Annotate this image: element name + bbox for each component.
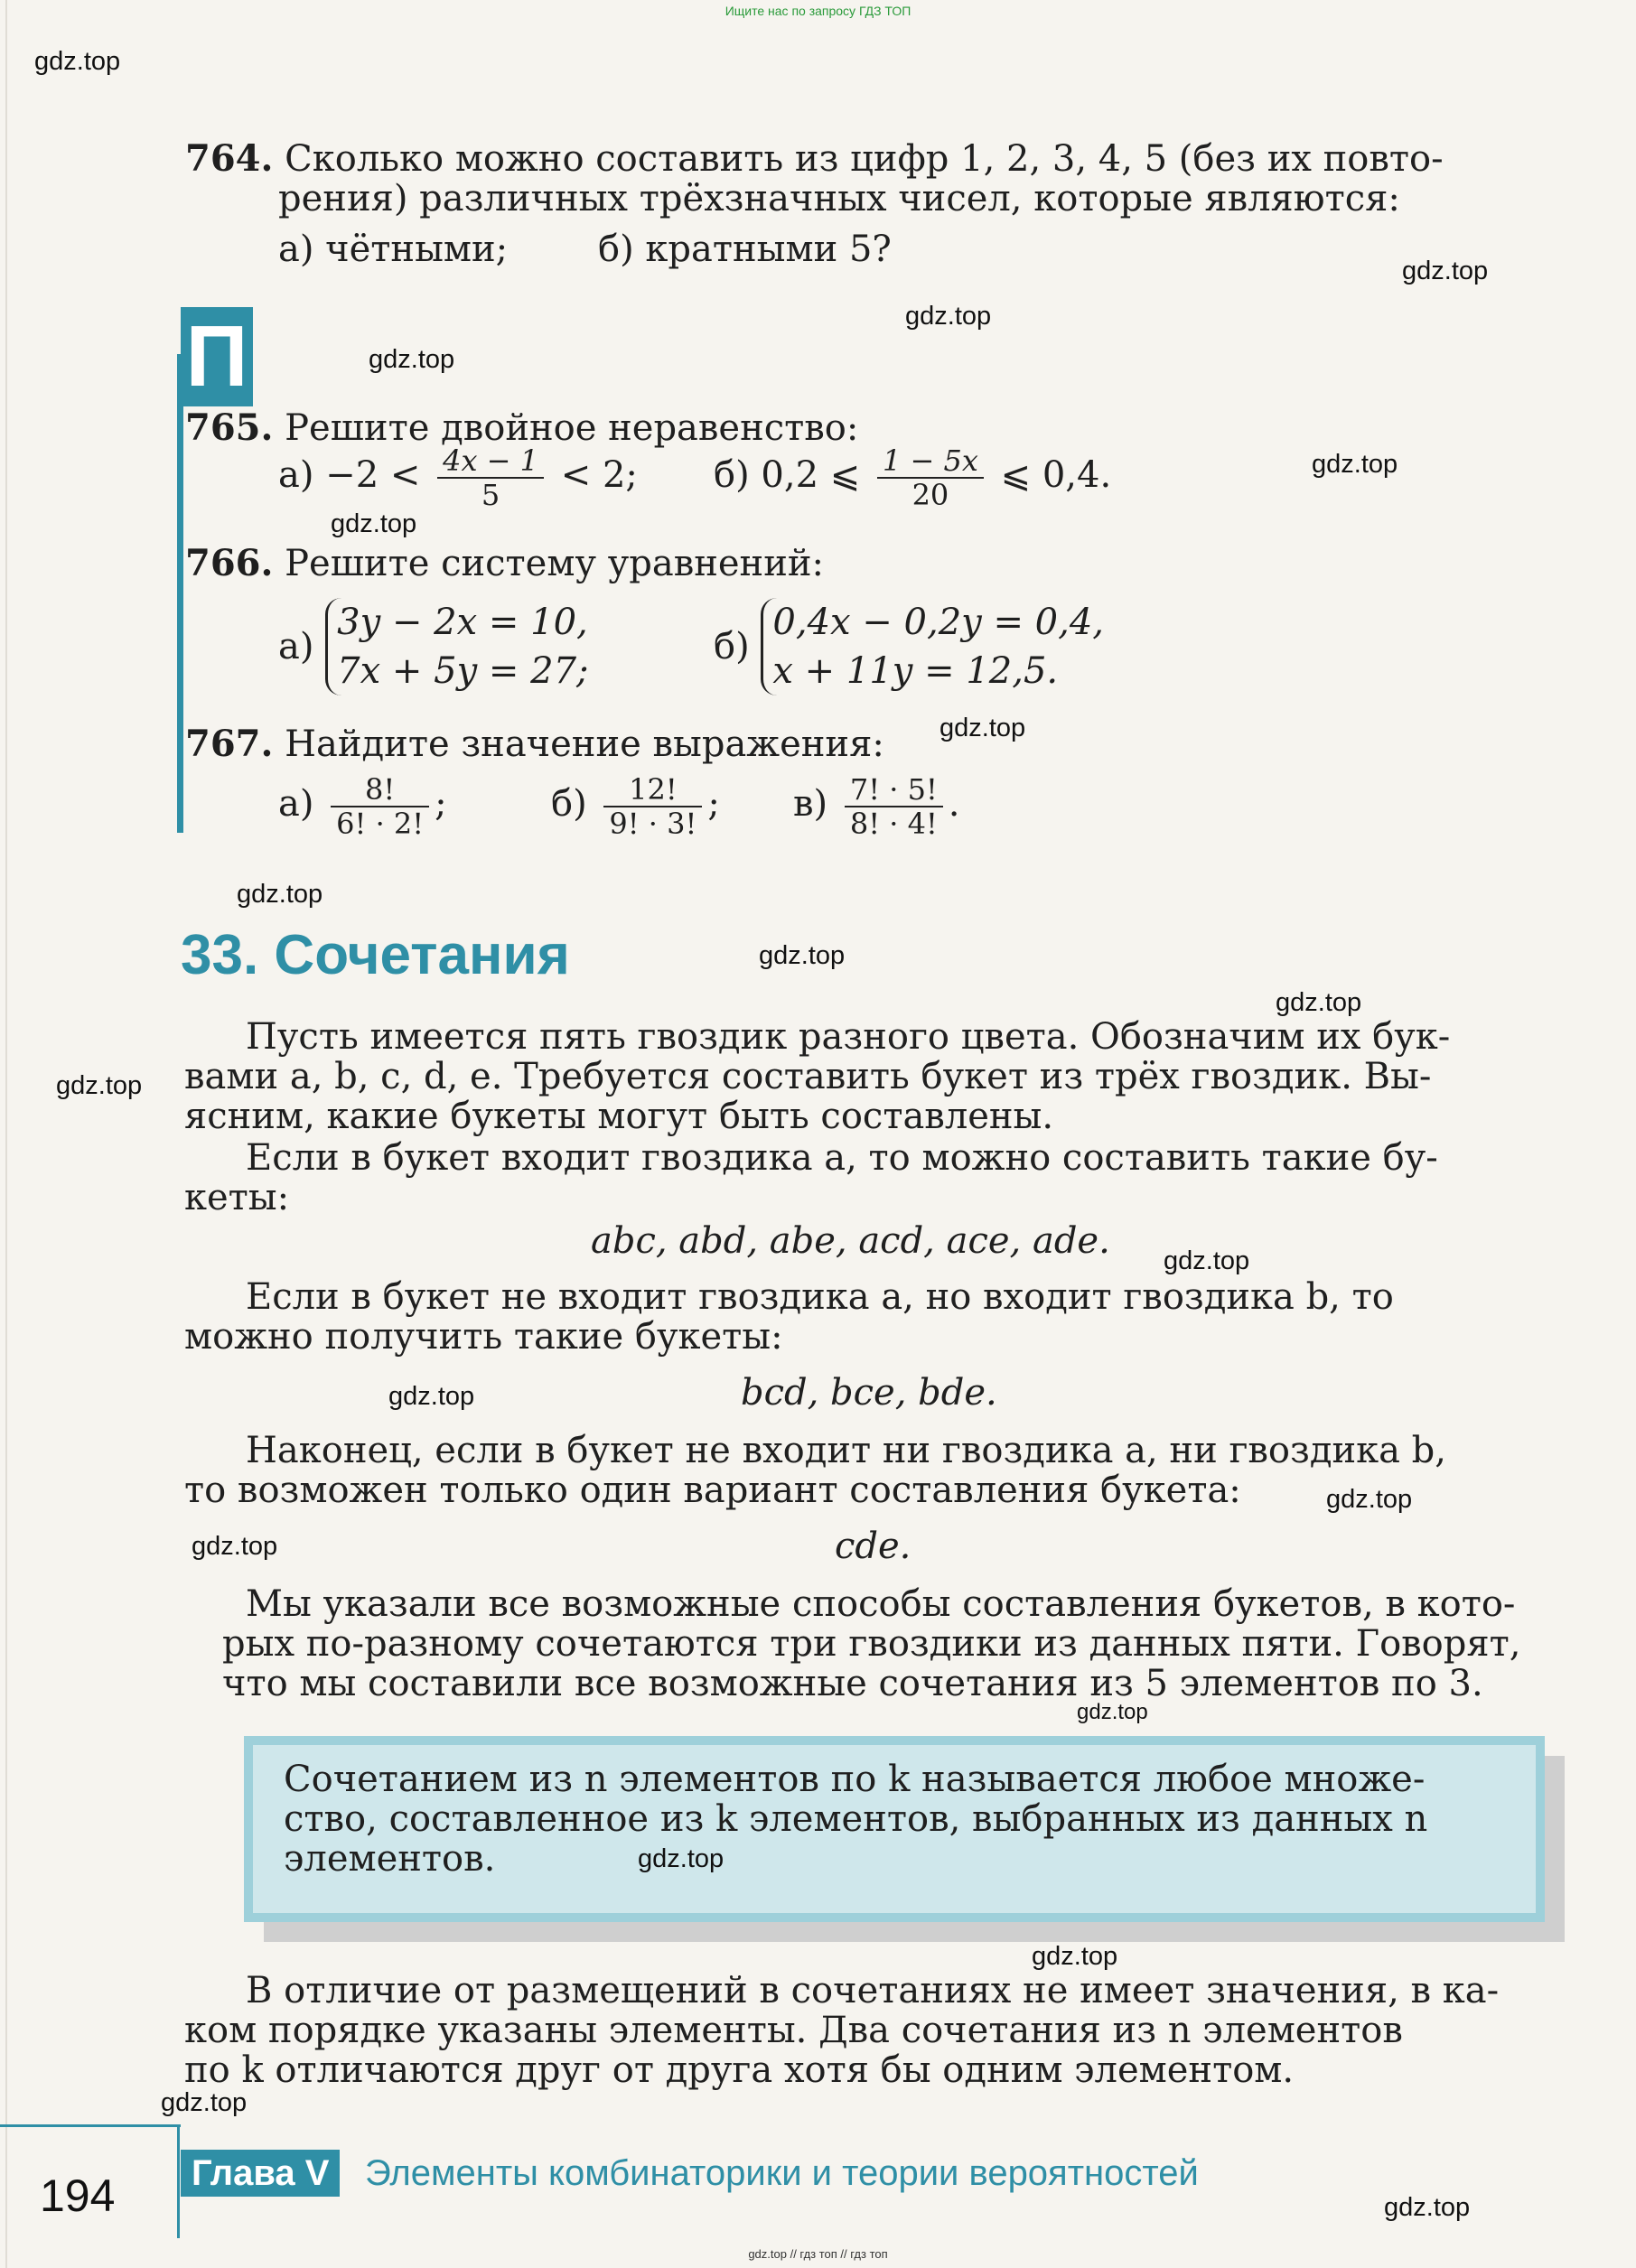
paragraph-6-line-1: В отличие от размещений в сочетаниях не имеет значения, в ка- <box>246 1970 1500 2011</box>
paragraph-2-line-1: Если в букет входит гвоздика a, то можно составить такие бу- <box>246 1137 1438 1179</box>
exercise-765-a: а) −2 < $\frac{4x - 1}{5}$ < 2; <box>278 443 638 512</box>
watermark: gdz.top <box>940 714 1026 742</box>
paragraph-5-line-1: Мы указали все возможные способы составления букетов, в кото- <box>246 1583 1516 1625</box>
exercise-765-title: 765. Решите двойное неравенство: <box>185 406 859 449</box>
fraction: $\frac{4x - 1}{5}$ <box>437 444 544 511</box>
paragraph-5-line-3: что мы составили все возможные сочетания из 5 элементов по 3. <box>222 1663 1483 1704</box>
formula-3: cde. <box>835 1526 911 1567</box>
exercise-767-c: в) $\frac{7! \cdot 5!}{8! \cdot 4!}$ . <box>793 772 960 841</box>
watermark: gdz.top <box>1276 988 1362 1017</box>
chapter-label: Глава V <box>181 2150 340 2197</box>
paragraph-4-line-1: Наконец, если в букет не входит ни гвоздика a, ни гвоздика b, <box>246 1430 1446 1471</box>
exercise-764-line1: 764. Сколько можно составить из цифр 1, 2, 3, 4, 5 (без их повто- <box>185 137 1444 180</box>
watermark: gdz.top <box>1402 257 1489 285</box>
paragraph-3-line-1: Если в букет не входит гвоздика a, но входит гвоздика b, то <box>246 1276 1394 1318</box>
section-mark-letter: П <box>185 308 248 405</box>
fraction: $\frac{8!}{6! \cdot 2!}$ <box>331 773 429 840</box>
watermark: gdz.top <box>638 1844 725 1873</box>
bottom-banner[interactable]: gdz.top // гдз топ // гдз топ <box>748 2247 888 2261</box>
exercise-765-number: 765. <box>185 406 274 449</box>
paragraph-6-line-2: ком порядке указаны элементы. Два сочетания из n элементов <box>184 2010 1403 2051</box>
formula-2: bcd, bce, bde. <box>741 1372 997 1414</box>
exercise-764-line2: рения) различных трёхзначных чисел, которые являются: <box>278 178 1400 219</box>
footer-vertical-rule <box>177 2124 180 2238</box>
fraction: $\frac{1 - 5x}{20}$ <box>877 444 984 511</box>
watermark: gdz.top <box>1164 1246 1250 1275</box>
watermark: gdz.top <box>905 302 992 331</box>
watermark: gdz.top <box>1032 1942 1118 1971</box>
watermark: gdz.top <box>1326 1485 1413 1514</box>
exercise-766-number: 766. <box>185 542 274 584</box>
paragraph-1-line-3: ясним, какие букеты могут быть составлены. <box>184 1096 1054 1137</box>
exercise-765-b: б) 0,2 ⩽ $\frac{1 - 5x}{20}$ ⩽ 0,4. <box>714 443 1112 512</box>
paragraph-3-line-2: можно получить такие букеты: <box>184 1316 783 1358</box>
exercise-766-a: а) 3y − 2x = 10, 7x + 5y = 27; <box>278 598 589 695</box>
top-banner[interactable]: Ищите нас по запросу ГДЗ ТОП <box>725 4 911 18</box>
watermark: gdz.top <box>1077 1700 1148 1724</box>
equation-system: 0,4x − 0,2y = 0,4, x + 11y = 12,5. <box>761 598 1104 695</box>
definition-line-2: ство, составленное из k элементов, выбранных из данных n <box>284 1798 1428 1840</box>
paragraph-5-line-2: рых по-разному сочетаются три гвоздики из данных пяти. Говорят, <box>222 1623 1521 1665</box>
exercise-766-title: 766. Решите систему уравнений: <box>185 542 825 584</box>
exercise-764-number: 764. <box>185 137 274 180</box>
watermark: gdz.top <box>237 880 323 909</box>
paragraph-6-line-3: по k отличаются друг от друга хотя бы одним элементом. <box>184 2049 1295 2091</box>
exercise-766-b: б) 0,4x − 0,2y = 0,4, x + 11y = 12,5. <box>714 598 1104 695</box>
paragraph-1-line-2: вами a, b, c, d, e. Требуется составить букет из трёх гвоздик. Вы- <box>184 1056 1432 1097</box>
exercise-764-option-b: б) кратными 5? <box>598 229 892 270</box>
paragraph-2-line-2: кеты: <box>184 1177 290 1218</box>
chapter-title: Элементы комбинаторики и теории вероятностей <box>365 2153 1199 2193</box>
fraction: $\frac{7! \cdot 5!}{8! \cdot 4!}$ <box>845 773 943 840</box>
exercise-767-title: 767. Найдите значение выражения: <box>185 723 884 765</box>
watermark: gdz.top <box>161 2088 248 2117</box>
exercise-767-number: 767. <box>185 723 274 765</box>
watermark: gdz.top <box>388 1382 475 1411</box>
fraction: $\frac{12!}{9! \cdot 3!}$ <box>603 773 702 840</box>
formula-1: abc, abd, abe, acd, ace, ade. <box>591 1220 1110 1262</box>
watermark: gdz.top <box>192 1532 278 1561</box>
watermark: gdz.top <box>34 47 121 76</box>
page-number: 194 <box>40 2170 116 2221</box>
section-title: 33. Сочетания <box>181 924 570 986</box>
exercise-767-b: б) $\frac{12!}{9! \cdot 3!}$ ; <box>551 772 720 841</box>
page-edge-line <box>5 0 7 2268</box>
watermark: gdz.top <box>331 509 417 538</box>
watermark: gdz.top <box>369 345 455 374</box>
paragraph-4-line-2: то возможен только один вариант составления букета: <box>184 1470 1241 1511</box>
exercise-767-a: а) $\frac{8!}{6! \cdot 2!}$ ; <box>278 772 447 841</box>
footer-rule <box>0 2124 181 2127</box>
definition-line-3: элементов. <box>284 1838 496 1880</box>
watermark: gdz.top <box>56 1071 143 1100</box>
equation-system: 3y − 2x = 10, 7x + 5y = 27; <box>325 598 588 695</box>
watermark: gdz.top <box>1312 450 1398 479</box>
watermark: gdz.top <box>1384 2193 1471 2222</box>
section-mark-icon <box>181 307 253 406</box>
watermark: gdz.top <box>759 941 846 970</box>
paragraph-1-line-1: Пусть имеется пять гвоздик разного цвета. Обозначим их бук- <box>246 1016 1451 1058</box>
definition-line-1: Сочетанием из n элементов по k называется любое множе- <box>284 1759 1426 1800</box>
exercise-764-option-a: а) чётными; <box>278 229 509 270</box>
section-bar <box>177 354 183 833</box>
